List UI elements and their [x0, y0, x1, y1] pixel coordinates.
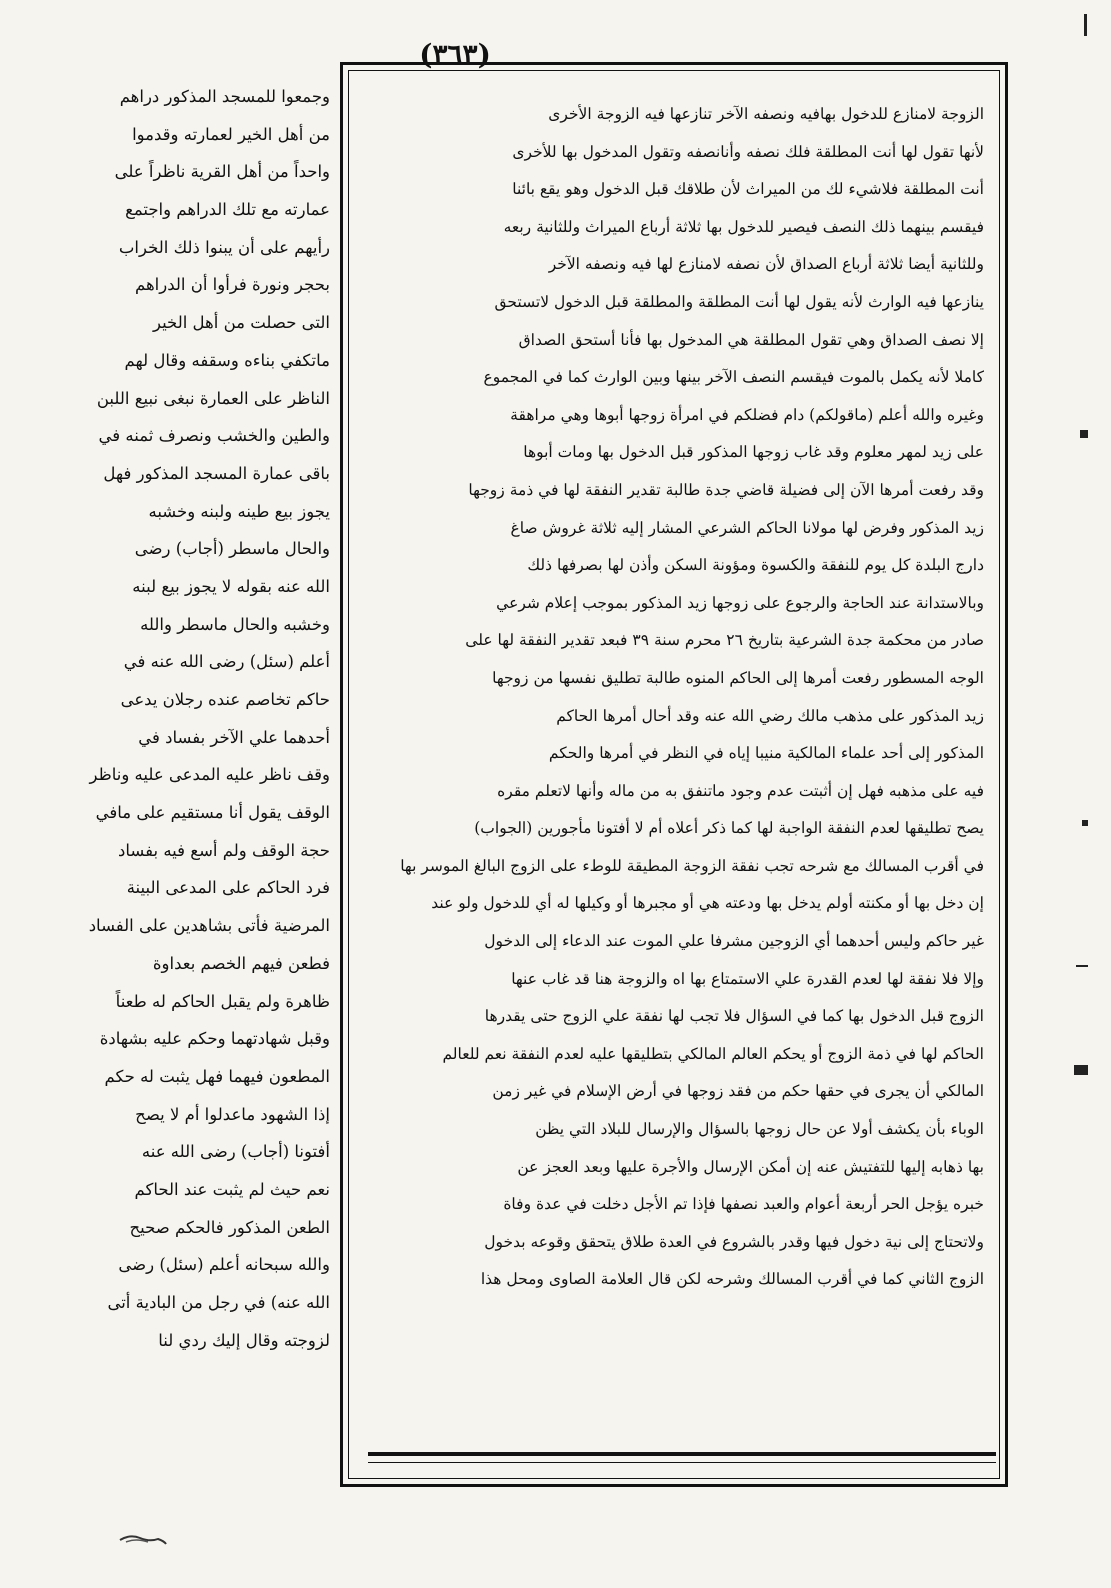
side-text-line: والطين والخشب ونصرف ثمنه في	[98, 426, 330, 446]
main-text-line: خبره يؤجل الحر أربعة أعوام والعبد نصفها فإذا تم الأجل دخلت في عدة وفاة	[503, 1195, 984, 1214]
side-text-line: المرضية فأتى بشاهدين على الفساد	[88, 916, 330, 936]
main-text-line: ينازعها فيه الوارث لأنه يقول لها أنت المطلقة والمطلقة قبل الدخول لاتستحق	[494, 292, 984, 311]
main-text-line: المالكي أن يجرى في حقها حكم من فقد زوجها في أرض الإسلام في غير زمن	[492, 1082, 984, 1101]
main-text-line: وقد رفعت أمرها الآن إلى فضيلة قاضي جدة طالبة تقدير النفقة لها في ذمة زوجها	[468, 480, 984, 499]
side-text-line: أحدهما علي الآخر بفساد في	[138, 727, 330, 747]
side-text-line: وقف ناظر عليه المدعى عليه وناظر	[89, 765, 330, 785]
main-text-line: الوباء بأن يكشف أولا عن حال زوجها بالسؤال والإرسال للبلاد التي يظن	[535, 1120, 984, 1139]
main-text-line: فيه على مذهبه فهل إن أثبتت عدم وجود ماتنفق به من ماله وأنها لاتعلم مقره	[497, 781, 984, 800]
side-text-line: والله سبحانه أعلم (سئل) رضى	[118, 1255, 330, 1275]
page-number: (٣٦٣)	[419, 38, 491, 71]
side-text-line: باقى عمارة المسجد المذكور فهل	[103, 463, 330, 483]
main-text-line: المذكور إلى أحد علماء المالكية منيبا إياه في النظر في أمرها والحكم	[548, 744, 984, 763]
bottom-rule-thin	[368, 1462, 996, 1463]
main-text-line: وللثانية أيضا ثلاثة أرباع الصداق لأن نصفه لامنازع لها فيه ونصفه الآخر	[548, 255, 984, 274]
side-text-line: أفتونا (أجاب) رضى الله عنه	[141, 1142, 330, 1162]
main-text-line: على زيد لمهر معلوم وقد غاب زوجها المذكور قبل الدخول بها ومات أبوها	[523, 443, 984, 462]
side-text-line: الطعن المذكور فالحكم صحيح	[129, 1217, 330, 1237]
side-text-line: الله عنه) في رجل من البادية أتى	[107, 1293, 330, 1312]
side-text-line: حجة الوقف ولم أسع فيه بفساد	[118, 840, 330, 860]
side-text-line: وجمعوا للمسجد المذكور دراهم	[119, 87, 330, 106]
main-text-line: أنت المطلقة فلاشيء لك من الميراث لأن طلاقك قبل الدخول وهو يقع بائنا	[512, 180, 984, 199]
side-text-line: الله عنه بقوله لا يجوز بيع لبنه	[132, 576, 330, 596]
side-text-line: عمارته مع تلك الدراهم واجتمع	[125, 200, 330, 220]
side-text-line: وقبل شهادتهما وحكم عليه بشهادة	[99, 1029, 330, 1049]
side-text-line: فرد الحاكم على المدعى البينة	[126, 878, 330, 898]
ink-smudge	[118, 1532, 168, 1546]
side-text-line: الناظر على العمارة نبغى نبيع اللبن	[96, 388, 330, 408]
main-text-line: ولاتحتاج إلى نية دخول فيها وقدر بالشروع في العدة طلاق يتحقق وقوعه بدخول	[484, 1232, 984, 1251]
main-text-line: فيقسم بينهما ذلك النصف فيصير للدخول بها ثلاثة أرباع الميراث وللثانية ربعه	[503, 217, 984, 236]
main-text-line: بها ذهابه إليها للتفتيش عنه إن أمكن الإرسال والأجرة عليها وبعد العجز عن	[517, 1157, 984, 1176]
side-text-line: ماتكفي بناءه وسقفه وقال لهم	[124, 350, 330, 370]
main-text-column	[368, 96, 984, 1299]
main-text-line: غير حاكم وليس أحدهما أي الزوجين مشرفا علي الموت عند الدعاء إلى الدخول	[484, 932, 984, 951]
scan-mark	[1082, 820, 1088, 826]
scan-mark	[1074, 1065, 1088, 1075]
main-text-line: إلا نصف الصداق وهي تقول المطلقة هي المدخول بها فأنا أستحق الصداق	[518, 330, 984, 349]
main-text-line: زيد المذكور على مذهب مالك رضي الله عنه وقد أحال أمرها الحاكم	[556, 706, 984, 725]
scan-mark	[1076, 965, 1088, 967]
side-text-line: حاكم تخاصم عنده رجلان يدعى	[120, 690, 330, 709]
main-text-line: الزوجة لامنازع للدخول بهافيه ونصفه الآخر تنازعها فيه الزوجة الأخرى	[548, 105, 984, 123]
side-text-line: فطعن فيهم الخصم بعداوة	[152, 953, 330, 973]
main-text-line: وبالاستدانة عند الحاجة والرجوع على زوجها زيد المذكور بموجب إعلام شرعي	[496, 593, 984, 612]
side-text-line: الوقف يقول أنا مستقيم على مافي	[95, 803, 330, 823]
main-text-line: في أقرب المسالك مع شرحه تجب نفقة الزوجة المطيقة للوطء على الزوج البالغ الموسر بها	[400, 856, 984, 875]
main-text-line: وإلا فلا نفقة لها لعدم القدرة علي الاستمتاع بها اه والزوجة هنا قد غاب عنها	[511, 969, 984, 988]
side-text-line: أعلم (سئل) رضى الله عنه في	[123, 652, 330, 672]
main-text-line: صادر من محكمة جدة الشرعية بتاريخ ٢٦ محرم سنة ٣٩ فبعد تقدير النفقة لها على	[465, 631, 984, 650]
scan-mark	[1084, 14, 1087, 36]
side-text-line: المطعون فيهما فهل يثبت له حكم	[104, 1066, 330, 1086]
main-text-line: الزوج قبل الدخول بها كما في السؤال فلا تجب لها نفقة علي الزوج حتى يقدرها	[484, 1007, 984, 1026]
side-text-line: رأيهم على أن يبنوا ذلك الخراب	[118, 237, 330, 257]
side-text-line: واحداً من أهل القرية ناظراً على	[114, 162, 330, 182]
side-text-line: لزوجته وقال إليك ردي لنا	[158, 1330, 330, 1350]
main-text-line: دارج البلدة كل يوم للنفقة والكسوة ومؤونة السكن وأذن لها بصرفها ذلك	[527, 556, 984, 575]
main-text-line: الوجه المسطور رفعت أمرها إلى الحاكم المنوه طالبة تطليق نفسها من زوجها	[492, 668, 984, 687]
main-text-line: يصح تطليقها لعدم النفقة الواجبة لها كما ذكر أعلاه أم لا أفتونا مأجورين (الجواب)	[474, 819, 984, 838]
side-text-column	[78, 78, 330, 1359]
side-text-line: وخشبه والحال ماسطر والله	[140, 614, 330, 634]
scan-mark	[1080, 430, 1088, 438]
side-text-line: إذا الشهود ماعدلوا أم لا يصح	[135, 1104, 330, 1124]
main-text-line: وغيره والله أعلم (ماقولكم) دام فضلكم في امرأة زوجها أبوها وهي مراهقة	[510, 405, 984, 424]
side-text-line: بحجر ونورة فرأوا أن الدراهم	[134, 275, 330, 295]
main-text-line: إن دخل بها أو مكنته أولم يدخل بها ودعته هي أو مجبرها أو وكيلها له أي للدخول ولو عند	[431, 894, 984, 913]
main-text-line: الحاكم لها في ذمة الزوج أو يحكم العالم المالكي بتطليقها عليه لعدم النفقة نعم للعالم	[442, 1044, 984, 1063]
side-text-line: نعم حيث لم يثبت عند الحاكم	[134, 1179, 330, 1199]
main-text-line: زيد المذكور وفرض لها مولانا الحاكم الشرعي المشار إليه ثلاثة غروش صاغ	[510, 518, 984, 537]
main-text-line: كاملا لأنه يكمل بالموت فيقسم النصف الآخر بينها وبين الوارث كما في المجموع	[483, 368, 984, 387]
side-text-line: التى حصلت من أهل الخير	[152, 313, 330, 333]
bottom-rule	[368, 1452, 996, 1456]
side-text-line: من أهل الخير لعمارته وقدموا	[132, 124, 330, 144]
side-text-line: ظاهرة ولم يقبل الحاكم له طعناً	[115, 991, 330, 1011]
main-text-line: الزوج الثاني كما في أقرب المسالك وشرحه لكن قال العلامة الصاوى ومحل هذا	[480, 1270, 984, 1289]
side-text-line: يجوز بيع طينه ولبنه وخشبه	[148, 501, 330, 521]
side-text-line: والحال ماسطر (أجاب) رضى	[134, 539, 330, 559]
main-text-line: لأنها تقول لها أنت المطلقة فلك نصفه وأنانصفه وتقول المدخول بها للأخرى	[512, 142, 984, 161]
